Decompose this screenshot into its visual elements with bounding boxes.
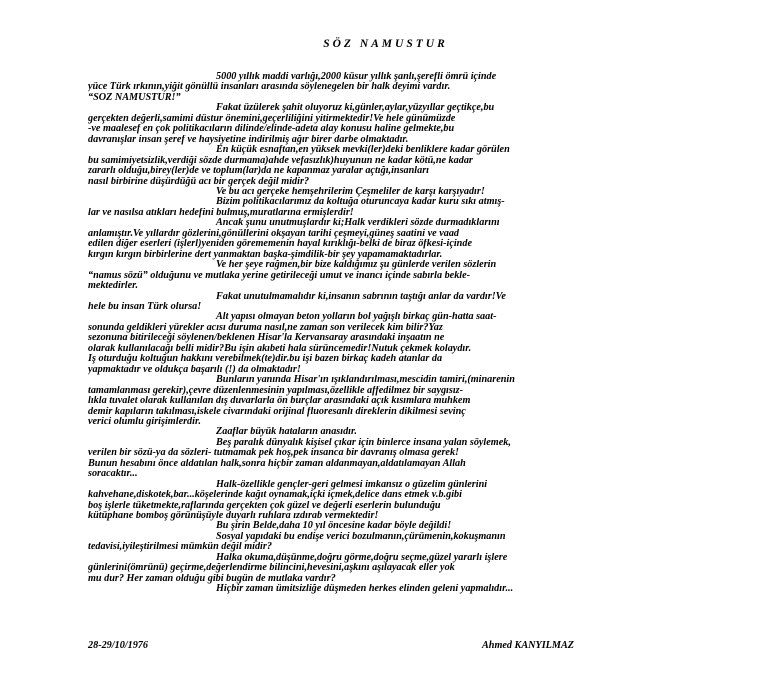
paragraph-line: sezonuna bitirileceği söylenen/beklenen Hisar'la Kervansaray arasındaki inşaatın ne	[88, 333, 445, 344]
paragraph-line: hele bu insan Türk olursa!	[88, 301, 202, 312]
paragraph-line: Sosyal yapıdaki bu endişe verici bozulmanın,çürümenin,kokuşmanın	[216, 531, 506, 542]
paragraph	[88, 438, 628, 480]
paragraph-line: tedavisi,iyileştirilmesi mümkün değil midir?	[88, 542, 272, 553]
paragraph	[88, 145, 628, 187]
paragraph-line: Bizim politikacılarımız da koltuğa oturuncaya kadar kuru sıkı atmış-	[216, 197, 505, 208]
document-author: Ahmed KANYILMAZ	[482, 640, 574, 651]
paragraph-line: sonunda geldikleri yürekler acısı duruma nasıl,ne zaman son verilecek kim bilir?Yaz	[88, 322, 443, 333]
paragraph-line: “SÖZ NAMUSTUR!”	[88, 92, 181, 103]
paragraph-line: verici olumlu girişimlerdir.	[88, 416, 201, 427]
paragraph	[88, 93, 628, 103]
paragraph-line: nasıl birbirine düşürdüğü acı bir gerçek değil midir?	[88, 176, 310, 187]
paragraph	[88, 532, 628, 553]
paragraph-line: yüce Türk ırkının,yiğit gönüllü insanları arasında söylenegelen bir halk deyimi vardır.	[88, 82, 451, 93]
paragraph-line: boş işlerle tüketmekte,raflarında gerçekten çok güzel ve değerli eserlerin bulunduğu	[88, 500, 441, 511]
paragraph-line: Bu şirin Belde,daha 10 yıl öncesine kadar böyle değildi!	[216, 521, 452, 532]
paragraph-line: Alt yapısı olmayan beton yolların bol yağışlı birkaç gün-hatta saat-	[216, 312, 497, 323]
paragraph-line: İş oturduğu koltuğun hakkını verebilmek(te)dir.bu işi bazen birkaç kadeh atanlar da	[88, 354, 443, 365]
paragraph-line: mu dur? Her zaman olduğu gibi bugün de mutlaka vardır?	[88, 573, 336, 584]
paragraph-line: anlamıştır.Ve yıllardır gözlerini,gönüllerini okşayan tarihi çeşmeyi,güneş saatini ve vaad	[88, 228, 460, 239]
paragraph-line: kütüphane bomboş görünüşüyle duyarlı ruhlara ızdırab vermektedir!	[88, 511, 379, 522]
paragraph	[88, 553, 628, 584]
paragraph	[88, 260, 628, 291]
paragraph-line: 5000 yıllık maddi varlığı,2000 küsur yıllık şanlı,şerefli ömrü içinde	[216, 72, 497, 82]
paragraph-line: yapmaktadır ve oldukça başarılı (!) da olmaktadır!	[88, 364, 301, 375]
paragraph	[88, 103, 628, 145]
paragraph-line: gerçekten değerli,samimi düstur önemini,geçerliliğini yitirmektedir!Ve hele günümüzde	[88, 113, 456, 124]
paragraph-line: lar ve nasılsa atıkları hedefini bulmuş,muratlarına ermişlerdir!	[88, 207, 354, 218]
paragraph	[88, 521, 628, 531]
paragraph-line: mektedirler.	[88, 281, 139, 292]
document-body	[88, 72, 628, 595]
document-date: 28-29/10/1976	[88, 640, 148, 651]
paragraph	[88, 292, 628, 313]
paragraph-line: verilen bir sözü-ya da sözleri- tutmamak pek hoş,pek insanca bir davranış olmasa gerek!	[88, 448, 460, 459]
paragraph-line: tamamlanması gerekir),çevre düzenlenmesinin yapılması,özellikle affedilmez bir saygısız-	[88, 385, 464, 396]
paragraph	[88, 584, 628, 594]
paragraph-line: En küçük esnaftan,en yüksek mevki(ler)deki benliklere kadar görülen	[216, 145, 510, 156]
paragraph-line: Ve bu acı gerçeke hemşehrilerim Çeşmeliler de karşı karşıyadır!	[216, 186, 485, 197]
paragraph-line: lıkla tuvalet olarak kullanılan dış duvarlarla ön burçlar arasındaki açık kısımlara muhkem	[88, 396, 471, 407]
paragraph-line: bu samimiyetsizlik,verdiği sözde durmama)ahde vefasızlık)huyunun ne kadar kötü,ne kadar	[88, 155, 473, 166]
paragraph-line: Fakat üzülerek şahit oluyoruz ki,günler,aylar,yüzyıllar geçtikçe,bu	[216, 103, 495, 114]
paragraph-line: Hiçbir zaman ümitsizliğe düşmeden herkes elinden geleni yapmalıdır...	[216, 584, 514, 595]
paragraph	[88, 427, 628, 437]
paragraph-line: “namus sözü” olduğunu ve mutlaka yerine getirileceği umut ve inancı içinde sabırla bekle-	[88, 270, 471, 281]
paragraph-line: Ancak şunu unutmuşlardır ki;Halk verdikleri sözde durmadıklarını	[216, 218, 500, 229]
paragraph-line: Fakat unutulmamalıdır ki,insanın sabrının taştığı anlar da vardır!Ve	[216, 291, 506, 302]
paragraph-line: Beş paralık dünyalık kişisel çıkar için binlerce insana yalan söylemek,	[216, 437, 511, 448]
paragraph-line: günlerini(ömrünü) geçirme,değerlendirme bilincini,hevesini,aşkını aşılayacak eller yok	[88, 563, 455, 574]
paragraph-line: demir kapıların takılması,iskele civarındaki orijinal fluoresanlı direklerin dikilmesi sevinç	[88, 406, 466, 417]
paragraph-line: Bunların yanında Hisar'ın ışıklandırılması,mescidin tamiri,(minarenin	[216, 375, 515, 386]
paragraph-line: Halka okuma,düşünme,doğru görme,doğru seçme,güzel yararlı işlere	[216, 552, 508, 563]
paragraph-line: Ve her şeye rağmen,bir bize kaldığımız şu günlerde verilen sözlerin	[216, 260, 497, 271]
paragraph	[88, 72, 628, 93]
paragraph-line: Bunun hesabını önce aldatılan halk,sonra hiçbir zaman aldanmayan,aldatılamayan Allah	[88, 458, 466, 469]
paragraph-line: zararlı olduğu,birey(ler)de ve toplum(lar)da ne kapanmaz yaralar açtığı,insanları	[88, 166, 430, 177]
paragraph-line: edilen diğer eserleri (işlerl)yeniden görememenin hayal kırıklığı-belki de biraz öfkesi-içinde	[88, 239, 472, 250]
paragraph	[88, 197, 628, 218]
paragraph-line: soracaktır...	[88, 469, 138, 480]
paragraph-line: olarak kullanılacağı belli midir?Bu işin akıbeti hala sürüncemedir!Nutuk çekmek kolaydır.	[88, 343, 472, 354]
paragraph	[88, 312, 628, 375]
paragraph	[88, 187, 628, 197]
paragraph-line: Halk-özellikle gençler-geri gelmesi imkansız o güzelim günlerini	[216, 479, 488, 490]
paragraph	[88, 375, 628, 427]
paragraph-line: Zaaflar büyük hataların anasıdır.	[216, 427, 357, 438]
paragraph	[88, 218, 628, 260]
paragraph-line: kahvehane,diskotek,bar...köşelerinde kağıt oynamak,içki içmek,delice dans etmek v.b.gibi	[88, 490, 462, 501]
document-title: SÖZ NAMUSTUR	[323, 38, 448, 50]
paragraph-line: -ve maalesef en çok politikacıların dilinde/elinde-adeta alay konusu haline gelmekte,bu	[88, 124, 455, 135]
paragraph	[88, 480, 628, 522]
paragraph-line: kırgın kırgın birbirlerine dert yanmaktan başka-şimdilik-bir şey yapamamaktadırlar.	[88, 249, 443, 260]
paragraph-line: davranışlar insan şeref ve haysiyetine indirilmiş ağır birer darbe olmaktadır.	[88, 134, 409, 145]
